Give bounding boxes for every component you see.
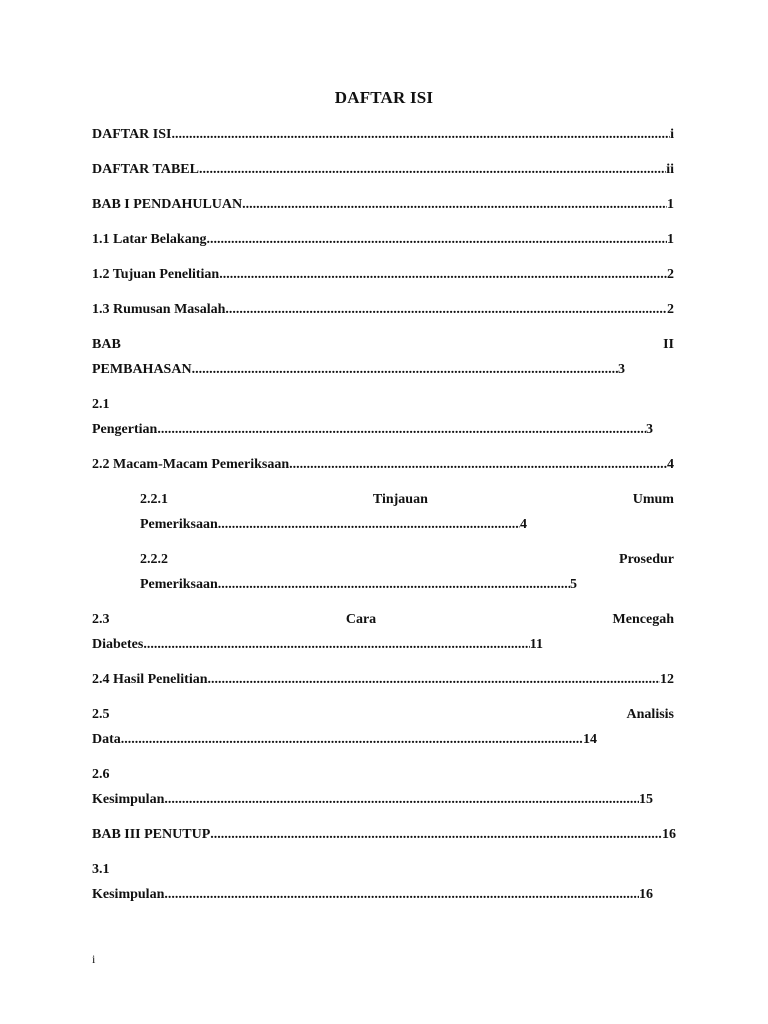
toc-entry-word: Analisis xyxy=(626,707,674,722)
toc-entry-word: 2.3 xyxy=(92,612,110,627)
toc-entry-2-2-2-line1 xyxy=(140,551,674,569)
toc-entry-page: 12 xyxy=(660,672,674,687)
toc-entry-2-1-line2 xyxy=(92,421,653,439)
toc-entry-label: 2.2 Macam-Macam Pemeriksaan xyxy=(92,457,290,472)
toc-entry-2-2-1-line1 xyxy=(140,491,674,509)
toc-entry-bab-3 xyxy=(92,826,676,844)
toc-entry-page: 15 xyxy=(639,792,653,807)
toc-entry-word: BAB xyxy=(92,337,121,352)
toc-entry-page: 1 xyxy=(667,232,674,247)
toc-entry-daftar-isi xyxy=(92,126,674,144)
toc-entry-label: Kesimpulan xyxy=(92,792,165,807)
dot-leader xyxy=(242,196,667,214)
toc-entry-label: Pemeriksaan xyxy=(140,517,218,532)
toc-entry-page: 2 xyxy=(667,302,674,317)
toc-entry-label: DAFTAR TABEL xyxy=(92,162,199,177)
toc-entry-2-6-line1 xyxy=(92,766,674,784)
toc-entry-page: ii xyxy=(666,162,674,177)
toc-entry-word: Mencegah xyxy=(612,612,674,627)
toc-entry-page: 1 xyxy=(667,197,674,212)
toc-entry-page: 3 xyxy=(646,422,653,437)
toc-entry-word: Tinjauan xyxy=(372,492,428,507)
toc-entry-label: Kesimpulan xyxy=(92,887,165,902)
toc-entry-2-3-line2 xyxy=(92,636,543,654)
toc-entry-daftar-tabel xyxy=(92,161,674,179)
toc-entry-2-6-line2 xyxy=(92,791,653,809)
toc-entry-page: i xyxy=(670,127,674,142)
toc-entry-word: 2.2.1 xyxy=(140,492,168,507)
dot-leader xyxy=(210,826,662,844)
toc-entry-1-2 xyxy=(92,266,674,284)
toc-entry-label: BAB I PENDAHULUAN xyxy=(92,197,243,212)
toc-entry-label: BAB III PENUTUP xyxy=(92,827,211,842)
toc-entry-word: 3.1 xyxy=(92,862,110,877)
toc-entry-page: 16 xyxy=(639,887,653,902)
footer-page-number: i xyxy=(92,952,96,966)
toc-entry-2-2 xyxy=(92,456,674,474)
toc-entry-page: 14 xyxy=(583,732,597,747)
dot-leader xyxy=(171,126,670,144)
toc-entry-3-1-line1 xyxy=(92,861,674,879)
dot-leader xyxy=(218,576,570,594)
toc-entry-page: 4 xyxy=(667,457,674,472)
toc-entry-label: 1.2 Tujuan Penelitian xyxy=(92,267,220,282)
toc-entry-1-3 xyxy=(92,301,674,319)
toc-entry-3-1-line2 xyxy=(92,886,653,904)
toc-entry-bab-2-line1 xyxy=(92,336,674,354)
toc-entry-page: 5 xyxy=(570,577,577,592)
toc-entry-label: PEMBAHASAN xyxy=(92,362,192,377)
toc-entry-word: Prosedur xyxy=(619,552,674,567)
dot-leader xyxy=(157,421,646,439)
toc-entry-bab-2-line2 xyxy=(92,361,625,379)
toc-entry-label: Diabetes xyxy=(92,637,144,652)
page-title: DAFTAR ISI xyxy=(334,88,434,107)
dot-leader xyxy=(164,886,639,904)
dot-leader xyxy=(218,516,520,534)
toc-entry-2-3-line1 xyxy=(92,611,674,629)
toc-entry-label: Data xyxy=(92,732,121,747)
toc-entry-2-2-2-line2 xyxy=(140,576,577,594)
dot-leader xyxy=(164,791,639,809)
toc-entry-label: 2.4 Hasil Penelitian xyxy=(92,672,208,687)
toc-entry-bab-1 xyxy=(92,196,674,214)
toc-entry-word: Umum xyxy=(632,492,674,507)
dot-leader xyxy=(208,671,661,689)
dot-leader xyxy=(206,231,667,249)
toc-entry-word: 2.2.2 xyxy=(140,552,168,567)
toc-entry-2-1-line1 xyxy=(92,396,674,414)
dot-leader xyxy=(192,361,618,379)
toc-entry-2-4 xyxy=(92,671,674,689)
toc-entry-word: 2.5 xyxy=(92,707,110,722)
toc-entry-page: 11 xyxy=(529,637,543,652)
toc-entry-word: Cara xyxy=(345,612,377,627)
dot-leader xyxy=(121,731,583,749)
dot-leader xyxy=(143,636,529,654)
toc-entry-2-2-1-line2 xyxy=(140,516,527,534)
toc-entry-label: 1.1 Latar Belakang xyxy=(92,232,207,247)
toc-entry-2-5-line2 xyxy=(92,731,597,749)
dot-leader xyxy=(225,301,667,319)
toc-entry-label: 1.3 Rumusan Masalah xyxy=(92,302,226,317)
toc-entry-word: II xyxy=(663,337,674,352)
toc-entry-label: DAFTAR ISI xyxy=(92,127,172,142)
dot-leader xyxy=(289,456,667,474)
dot-leader xyxy=(219,266,667,284)
toc-entry-page: 4 xyxy=(520,517,527,532)
toc-entry-1-1 xyxy=(92,231,674,249)
toc-entry-page: 16 xyxy=(662,827,676,842)
toc-entry-page: 2 xyxy=(667,267,674,282)
toc-entry-label: Pemeriksaan xyxy=(140,577,218,592)
dot-leader xyxy=(199,161,666,179)
toc-entry-label: Pengertian xyxy=(92,422,158,437)
toc-entry-2-5-line1 xyxy=(92,706,674,724)
toc-entry-word: 2.6 xyxy=(92,767,110,782)
toc-entry-word: 2.1 xyxy=(92,397,110,412)
toc-entry-page: 3 xyxy=(618,362,625,377)
